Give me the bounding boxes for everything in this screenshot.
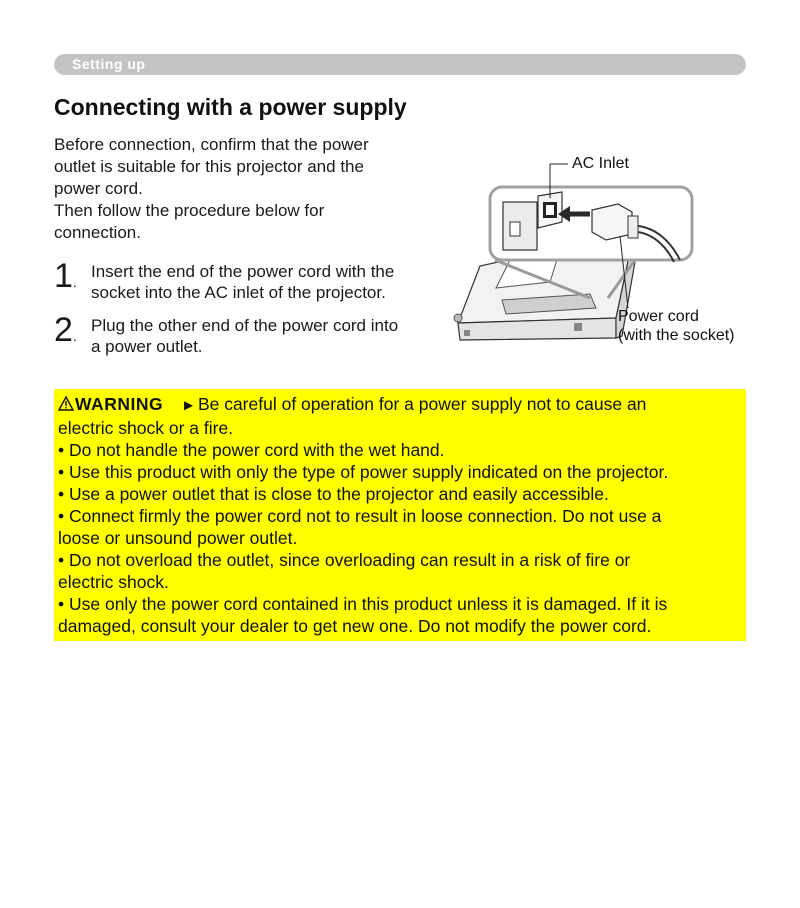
intro-line: outlet is suitable for this projector and the	[54, 157, 364, 176]
warning-item: • Use only the power cord contained in this product unless it is damaged. If it is	[58, 594, 668, 614]
warning-item: • Connect firmly the power cord not to result in loose connection. Do not use a	[58, 506, 662, 526]
section-label: Setting up	[72, 56, 146, 72]
warning-lead-cont: electric shock or a fire.	[58, 418, 234, 438]
warning-lead	[58, 393, 742, 417]
warning-item: • Use a power outlet that is close to the projector and easily accessible.	[58, 484, 609, 504]
intro-text	[54, 134, 434, 244]
warning-heading: WARNING	[75, 394, 164, 414]
step-number: 1.	[54, 257, 77, 295]
right-arrow-icon: ►	[181, 397, 196, 414]
power-cord-sublabel: (with the socket)	[618, 327, 735, 344]
power-cord-label: Power cord	[618, 308, 699, 325]
step-number: 2.	[54, 311, 77, 349]
warning-lead-text: Be careful of operation for a power supply not to cause an	[197, 394, 647, 414]
warning-item: • Do not overload the outlet, since overloading can result in a risk of fire or	[58, 550, 631, 570]
warning-item: loose or unsound power outlet.	[58, 528, 298, 548]
intro-line: Then follow the procedure below for	[54, 201, 325, 220]
projector-connection-illustration	[440, 148, 750, 358]
warning-item: damaged, consult your dealer to get new one. Do not modify the power cord.	[58, 616, 652, 636]
intro-line: power cord.	[54, 179, 143, 198]
step-text: Plug the other end of the power cord into a power outlet.	[91, 316, 399, 356]
intro-line: Before connection, confirm that the power	[54, 135, 369, 154]
section-header-bar	[54, 54, 746, 75]
warning-item: electric shock.	[58, 572, 169, 592]
warning-triangle-icon	[58, 396, 74, 411]
page-title: Connecting with a power supply	[54, 94, 407, 120]
warning-item: • Use this product with only the type of power supply indicated on the projector.	[58, 462, 669, 482]
ac-inlet-label: AC Inlet	[572, 155, 629, 172]
intro-line: connection.	[54, 223, 141, 242]
warning-item: • Do not handle the power cord with the wet hand.	[58, 440, 445, 460]
step-text: Insert the end of the power cord with the socket into the AC inlet of the projector.	[91, 262, 395, 302]
warning-box	[54, 389, 746, 641]
